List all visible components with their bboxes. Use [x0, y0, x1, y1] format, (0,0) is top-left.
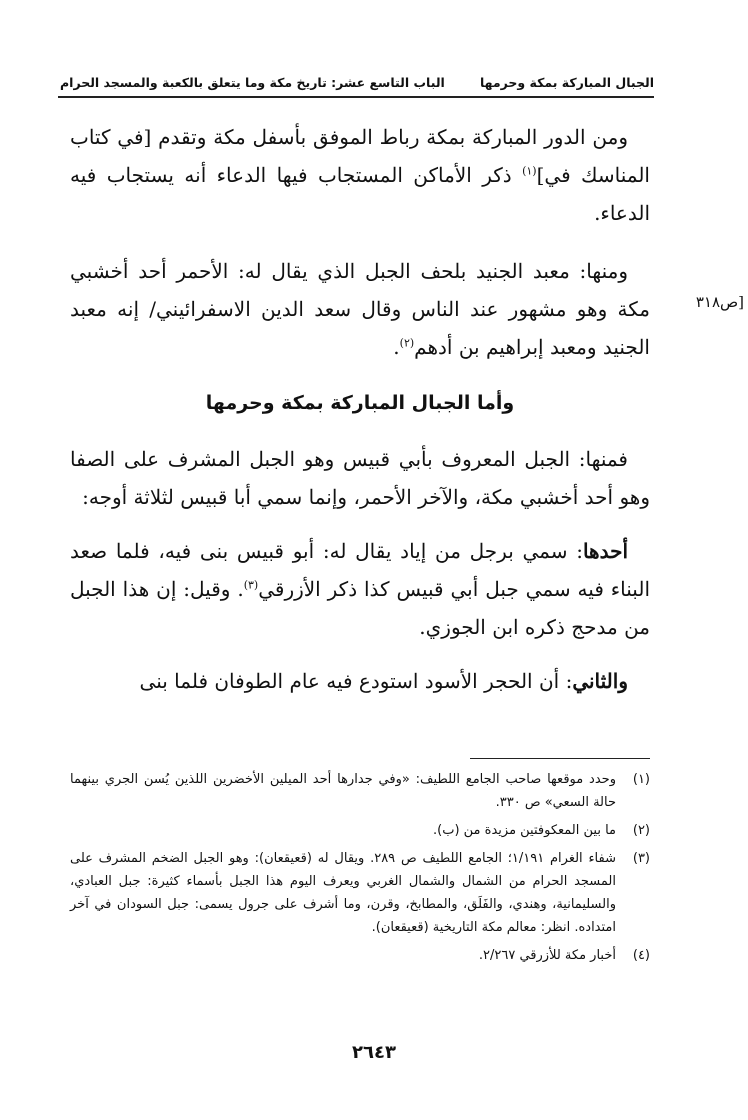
paragraph-second-reason [70, 662, 650, 700]
section-heading: وأما الجبال المباركة بمكة وحرمها [205, 392, 515, 414]
footnote-text: ما بين المعكوفتين مزيدة من (ب). [433, 823, 616, 838]
paragraph-first-reason [70, 532, 650, 646]
footnotes [70, 768, 650, 972]
footnote-text: وحدد موقعها صاحب الجامع اللطيف: «وفي جدارها أحد الميلين الأخضرين اللذين يُسن الجري بينهما حالة السعي» ص ٣٣٠. [70, 772, 616, 810]
paragraph-text: ذكر الأماكن المستجاب فيها الدعاء أنه يستجاب فيه الدعاء. [70, 163, 650, 225]
page-number: ٢٦٤٣ [352, 1042, 396, 1063]
running-header [60, 60, 654, 90]
footnote-number: (٣) [632, 851, 650, 866]
footnote-ref: (٢) [399, 336, 415, 350]
paragraph-text: : أن الحجر الأسود استودع فيه عام الطوفان فلما بنى [139, 669, 573, 693]
footnote-item [70, 768, 650, 814]
second-reason-lead: والثاني [572, 669, 628, 693]
footnote-text: شفاء الغرام ١/١٩١؛ الجامع اللطيف ص ٢٨٩. ويقال له (قعيقعان): وهو الجبل الضخم المشرف على المسجد الحرام من الشمال والشمال الغربي ويعرف اليوم هذا الجبل بأسماء كثيرة: جبل العبادي، والسليمانية، وهندي، والفَلَق، والمطابخ، وقرن، وما أشرف على جرول يسمى: جبل السودان في آخر امتداده. انظر: معالم مكة التاريخية (قعيقعان). [70, 851, 616, 935]
footnote-item [70, 847, 650, 939]
footnote-item [70, 944, 650, 967]
margin-page-reference: [ص٣١٨ [695, 293, 744, 311]
footnote-item [70, 819, 650, 842]
paragraph-text: فمنها: الجبل المعروف بأبي قبيس وهو الجبل المشرف على الصفا وهو أحد أخشبي مكة، والآخر الأحمر، وإنما سمي أبا قبيس لثلاثة أوجه: [70, 447, 650, 509]
paragraph-text: ومنها: معبد الجنيد بلحف الجبل الذي يقال له: الأحمر أحد أخشبي مكة وهو مشهور عند الناس وقال سعد الدين الاسفرائيني/ إنه معبد الجنيد ومعبد إبراهيم بن أدهم [70, 259, 650, 359]
footnote-number: (١) [632, 772, 650, 787]
first-reason-lead: أحدها [582, 539, 628, 563]
footnote-number: (٤) [632, 948, 650, 963]
paragraph-text: : سمي برجل من إياد يقال له: أبو قبيس بنى فيه، فلما صعد البناء فيه سمي جبل أبي قبيس كذا ذكر الأزرقي [70, 539, 650, 601]
paragraph-abu-qubays [70, 440, 650, 516]
paragraph-text: . وقيل: إن هذا الجبل من مدحج ذكره ابن الجوزي. [70, 577, 650, 639]
paragraph-text: ومن الدور المباركة بمكة رباط الموفق بأسفل مكة وتقدم [في كتاب المناسك في] [70, 125, 650, 187]
paragraph-ribat-al-muwaffaq [70, 118, 650, 232]
main-text [70, 118, 650, 720]
header-divider [58, 96, 654, 98]
header-section-title: الجبال المباركة بمكة وحرمها [479, 75, 654, 90]
paragraph-mabad-al-junayd [70, 252, 650, 366]
header-chapter-title: الباب التاسع عشر: تاريخ مكة وما يتعلق بالكعبة والمسجد الحرام [60, 75, 445, 90]
footnote-ref: (١) [522, 164, 537, 178]
footnote-ref: (٣) [243, 578, 259, 592]
footnote-divider [470, 758, 650, 759]
paragraph-text: . [393, 335, 400, 359]
footnote-text: أخبار مكة للأزرقي ٢/٢٦٧. [478, 948, 616, 963]
footnote-number: (٢) [632, 823, 650, 838]
